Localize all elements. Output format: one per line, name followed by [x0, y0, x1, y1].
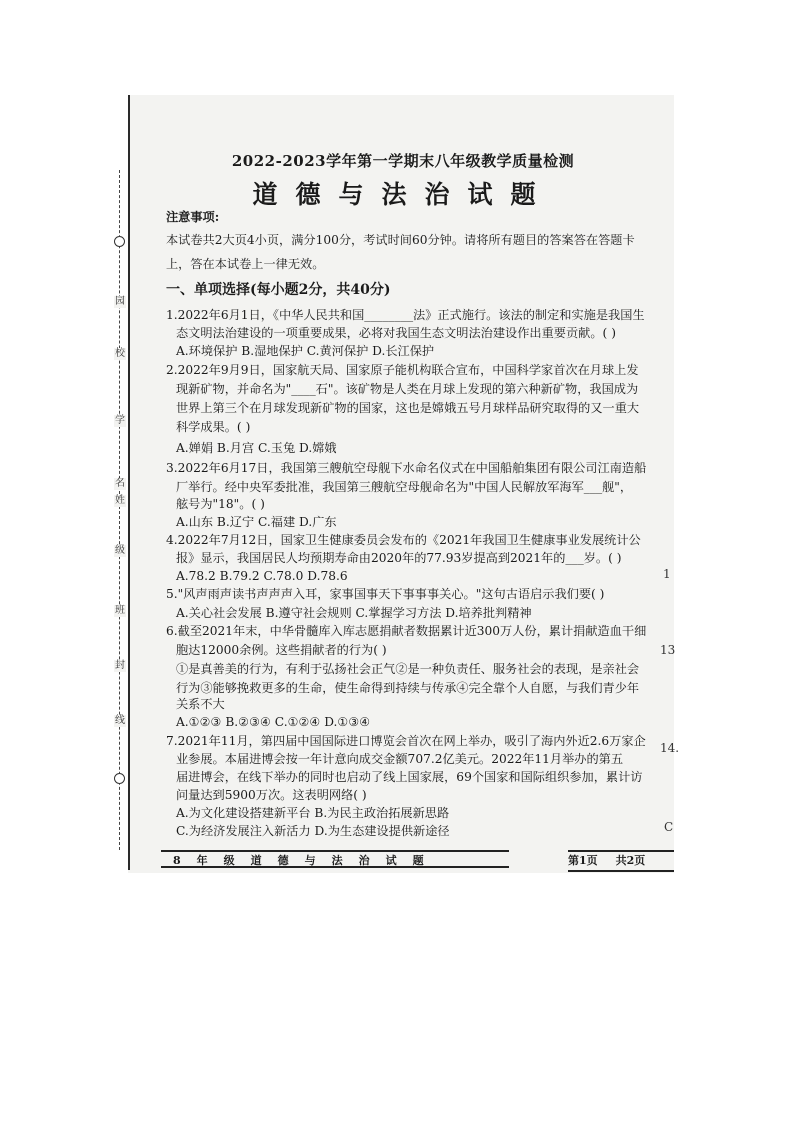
- page-total: 共2页: [615, 854, 646, 867]
- question-text: 6.截至2021年末，中华骨髓库入库志愿捐献者数据累计近300万人份，累计捐献造血干细: [166, 624, 647, 638]
- footer-course-label: 8年级道德与法治试题: [161, 850, 509, 868]
- question-text: 2.2022年9月9日，国家航天局、国家原子能机构联合宣布，中国科学家首次在月球上发: [166, 363, 639, 377]
- question-text: 5."风声雨声读书声声声入耳，家事国事天下事事事关心。"这句古语启示我们要( ): [166, 587, 605, 601]
- binding-label: 级: [115, 545, 125, 556]
- binding-hole: [114, 236, 125, 247]
- question-text: 届进博会，在线下举办的同时也启动了线上国家展，69个国家和国际组织参加，累计访: [176, 770, 643, 784]
- binding-hole: [114, 773, 125, 784]
- question-text: 世界上第三个在月球发现新矿物的国家，这也是嫦娥五号月球样品研究取得的又一重大: [176, 401, 640, 415]
- question-text: ①是真善美的行为，有利于弘扬社会正气②是一种负责任、服务社会的表现，是亲社会: [176, 662, 640, 676]
- exam-subtitle: 2022-2023学年第一学期末八年级教学质量检测: [231, 152, 575, 170]
- question-options: A.关心社会发展 B.遵守社会规则 C.掌握学习方法 D.培养批判精神: [176, 606, 532, 620]
- question-text: 舷号为"18"。( ): [176, 497, 265, 511]
- page-indicator: [568, 850, 674, 872]
- question-text: 现新矿物，并命名为"____石"。该矿物是人类在月球上发现的第六种新矿物，我国成为: [176, 382, 639, 396]
- notice-line: 上，答在本试卷上一律无效。: [166, 257, 325, 271]
- question-text: 3.2022年6月17日，我国第三艘航空母舰下水命名仪式在中国船舶集团有限公司江南造船: [166, 461, 647, 475]
- binding-label: 校: [115, 348, 125, 359]
- binding-label: 园: [115, 296, 125, 307]
- binding-label: 班: [115, 605, 125, 616]
- question-text: 1.2022年6月1日，《中华人民共和国________法》正式施行。该法的制定和实施是我国生: [166, 308, 645, 322]
- question-options: A.环境保护 B.湿地保护 C.黄河保护 D.长江保护: [176, 344, 435, 358]
- binding-label: 封: [115, 660, 125, 671]
- question-text: 业参展。本届进博会按一年计意向成交金额707.2亿美元。2022年11月举办的第五: [176, 752, 624, 766]
- question-options: A.为文化建设搭建新平台 B.为民主政治拓展新思路: [176, 806, 450, 820]
- bleed-through-text: 14.: [660, 741, 680, 755]
- question-options: A.山东 B.辽宁 C.福建 D.广东: [176, 515, 337, 529]
- binding-dashed-line: [119, 170, 132, 850]
- notice-line: 本试卷共2大页4小页，满分100分，考试时间60分钟。请将所有题目的答案答在答题卡: [166, 233, 635, 247]
- question-options: A.婵娟 B.月宫 C.玉兔 D.嫦娥: [176, 441, 337, 455]
- question-options: A.①②③ B.②③④ C.①②④ D.①③④: [176, 715, 371, 729]
- question-text: 关系不大: [176, 697, 225, 711]
- binding-label: 名: [115, 478, 125, 489]
- bleed-through-text: 1: [663, 567, 671, 581]
- question-text: 厂举行。经中央军委批准，我国第三艘航空母舰命名为"中国人民解放军海军___舰"，: [176, 480, 633, 494]
- question-options: C.为经济发展注入新活力 D.为生态建设提供新途径: [176, 824, 450, 838]
- section-heading: 一、单项选择(每小题2分，共40分): [166, 282, 391, 298]
- binding-label: 线: [115, 715, 125, 726]
- question-text: 7.2021年11月，第四届中国国际进口博览会首次在网上举办，吸引了海内外近2.6万家企: [166, 734, 646, 748]
- question-text: 科学成果。( ): [176, 420, 251, 434]
- question-text: 态文明法治建设的一项重要成果，必将对我国生态文明法治建设作出重要贡献。( ): [176, 326, 616, 340]
- bleed-through-text: C: [664, 820, 674, 834]
- question-text: 问量达到5900万次。这表明网络( ): [176, 788, 367, 802]
- binding-label: 姓: [115, 495, 125, 506]
- bleed-through-text: 13: [660, 643, 676, 657]
- notice-heading: 注意事项:: [166, 210, 220, 224]
- exam-title: 道德与法治试题: [252, 180, 554, 209]
- question-text: 4.2022年7月12日，国家卫生健康委员会发布的《2021年我国卫生健康事业发展统计公: [166, 533, 641, 547]
- question-text: 行为③能够挽救更多的生命，使生命得到持续与传承④完全靠个人自愿，与我们青少年: [176, 681, 640, 695]
- question-options: A.78.2 B.79.2 C.78.0 D.78.6: [176, 569, 348, 583]
- binding-label: 学: [115, 415, 125, 426]
- page-number: 第1页: [568, 854, 598, 867]
- question-text: 胞达12000余例。这些捐献者的行为( ): [176, 643, 387, 657]
- question-text: 报》显示，我国居民人均预期寿命由2020年的77.93岁提高到2021年的___岁。( ): [176, 551, 622, 565]
